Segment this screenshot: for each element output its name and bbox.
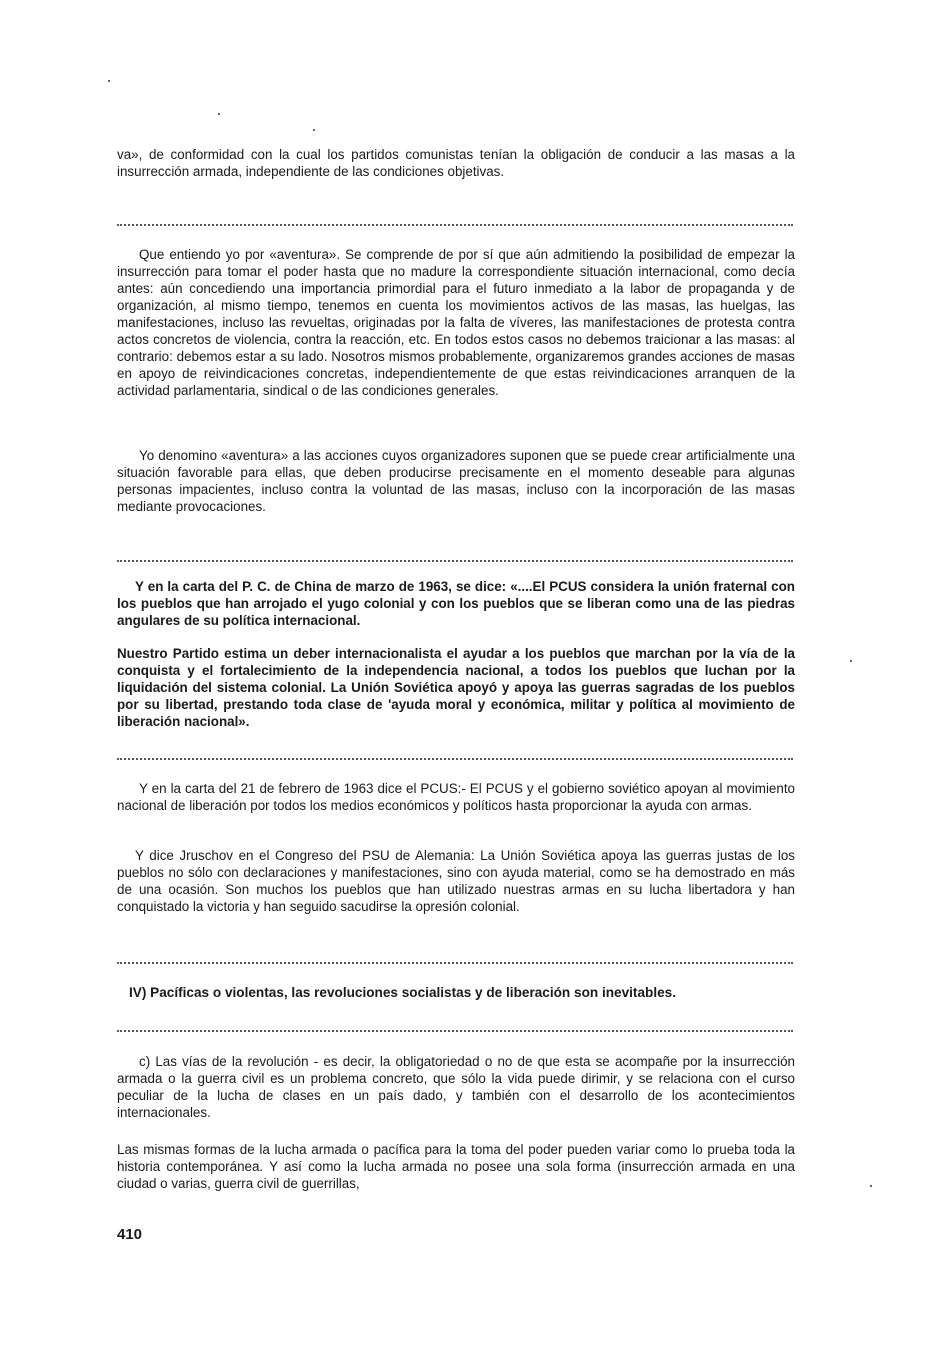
section-heading: IV) Pacíficas o violentas, las revoluciones socialistas y de liberación son inevitables.	[129, 985, 676, 1000]
page-number: 410	[117, 1226, 143, 1243]
paragraph-formas-lucha: Las mismas formas de la lucha armada o pacífica para la toma del poder pueden variar como lo prueba toda la historia contemporánea. Y así como la lucha armada no posee una sola forma (insurrección armada en una ciudad o varias, guerra civil de guerrillas,	[117, 1142, 795, 1191]
paragraph-carta-china: Y en la carta del P. C. de China de marzo de 1963, se dice: «....El PCUS considera la unión fraternal con los pueblos que han arrojado el yugo colonial y con los pueblos que se liberan como una de las piedras angulares de su política internacional.	[117, 579, 795, 628]
scan-speck	[108, 80, 110, 82]
scan-speck	[850, 660, 852, 662]
dotted-separator	[117, 962, 793, 964]
scan-speck	[313, 129, 315, 131]
paragraph-jruschov: Y dice Jruschov en el Congreso del PSU de Alemania: La Unión Soviética apoya las guerras justas de los pueblos no sólo con declaraciones y manifestaciones, sino con ayuda material, como se ha demostrado en más de una ocasión. Son muchos los pueblos que han utilizado nuestras armas en su lucha libertadora y han conquistado la victoria y han seguido sacudirse la opresión colonial.	[117, 848, 795, 914]
dotted-separator	[117, 224, 793, 226]
paragraph-vias-revolucion: c) Las vías de la revolución - es decir, la obligatoriedad o no de que esta se acompañe por la insurrección armada o la guerra civil es un problema concreto, que sólo la vida puede dirimir, y se relaciona con el curso peculiar de la lucha de clases en un país dado, y también con el desarrollo de los acontecimientos internacionales.	[117, 1054, 795, 1120]
dotted-separator	[117, 560, 793, 562]
dotted-separator	[117, 1030, 793, 1032]
paragraph-aventura-definition: Que entiendo yo por «aventura». Se comprende de por sí que aún admitiendo la posibilidad de empezar la insurrección para tomar el poder hasta que no madure la correspondiente situación internacional, como decía antes: aún concediendo una importancia primordial para el futuro inmediato a la labor de propaganda y de organización, al mismo tiempo, tenemos en cuenta los movimientos activos de las masas, las huelgas, las manifestaciones, incluso las revueltas, originadas por la falta de víveres, las manifestaciones de protesta contra actos concretos de violencia, contra la reacción, etc. En todos estos casos no debemos traicionar a las masas: al contrario: debemos estar a su lado. Nosotros mismos probablemente, organizaremos grandes acciones de masas en apoyo de reivindicaciones concretas, independientemente de que estas reivindicaciones arranquen de la actividad parlamentaria, sindical o de las condiciones generales.	[117, 247, 795, 398]
paragraph-conformidad: va», de conformidad con la cual los partidos comunistas tenían la obligación de conducir a las masas a la insurrección armada, independiente de las condiciones objetivas.	[117, 147, 795, 179]
scan-speck	[218, 113, 220, 115]
paragraph-nuestro-partido: Nuestro Partido estima un deber internacionalista el ayudar a los pueblos que marchan por la vía de la conquista y el fortalecimiento de la independencia nacional, a todos los pueblos que luchan por la liquidación del sistema colonial. La Unión Soviética apoyó y apoya las guerras sagradas de los pueblos por su libertad, prestando toda clase de 'ayuda moral y económica, militar y política al movimiento de liberación nacional».	[117, 646, 795, 729]
scan-speck	[870, 1185, 872, 1187]
dotted-separator	[117, 758, 793, 760]
paragraph-yo-denomino: Yo denomino «aventura» a las acciones cuyos organizadores suponen que se puede crear artificialmente una situación favorable para ellas, que deben producirse precisamente en el momento deseable para algunas personas impacientes, incluso contra la voluntad de las masas, incluso con la incorporación de las masas mediante provocaciones.	[117, 448, 795, 514]
paragraph-carta-febrero: Y en la carta del 21 de febrero de 1963 dice el PCUS:- El PCUS y el gobierno soviético apoyan al movimiento nacional de liberación por todos los medios económicos y políticos hasta proporcionar la ayuda con armas.	[117, 781, 795, 813]
